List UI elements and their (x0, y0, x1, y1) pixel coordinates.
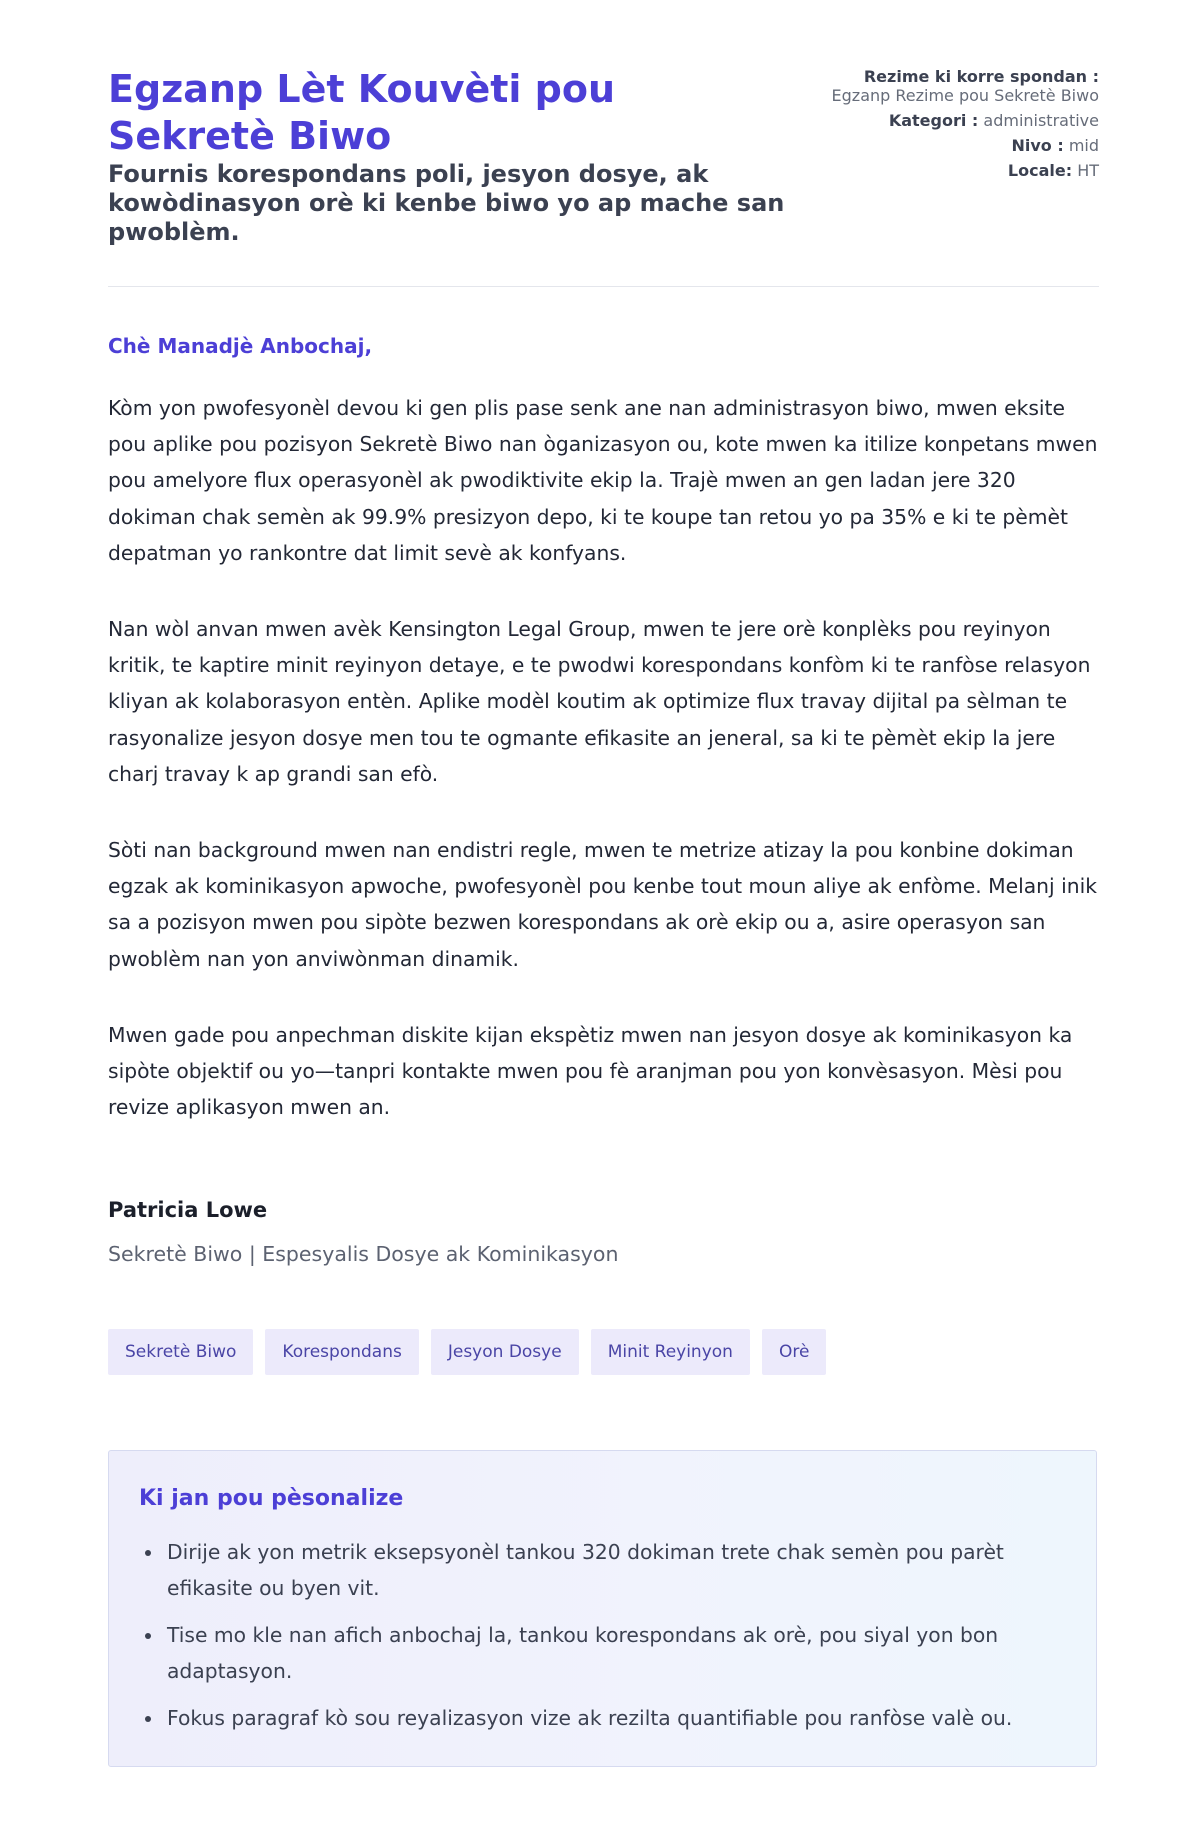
cover-letter-page (108, 0, 1099, 1730)
meta-resume-label: Rezime ki korre spondan : (863, 67, 1099, 86)
letter-paragraph: Sòti nan background mwen nan endistri regle, mwen te metrize atizay la pou konbine dokiman egzak ak kominikasyon apwoche, pwofesyonèl pou kenbe tout moun aliye ak enfòme. Melanj inik sa a pozisyon mwen pou sipòte bezwen korespondans ak orè ekip ou a, asire operasyon san pwoblèm nan yon anviwònman dinamik. (108, 838, 1097, 971)
tag-chip[interactable]: Jesyon Dosye (431, 1329, 579, 1375)
tips-list-item: • Dirije ak yon metrik eksepsyonèl tankou 320 dokiman trete chak semèn pou parèt efikasite ou byen vit. (164, 1535, 1084, 1606)
signature-name: Patricia Lowe (108, 1198, 268, 1222)
tag-list (108, 1329, 826, 1375)
meta-level-label: Nivo : (1011, 136, 1064, 155)
meta-panel (799, 67, 1099, 186)
page-subtitle: Fournis korespondans poli, jesyon dosye, ak kowòdinasyon orè ki kenbe biwo yo ap mache san pwoblèm. (108, 160, 785, 246)
meta-locale-value: HT (1077, 161, 1099, 180)
letter-paragraph: Kòm yon pwofesyonèl devou ki gen plis pase senk ane nan administrasyon biwo, mwen eksite pou aplike pou pozisyon Sekretè Biwo nan òganizasyon ou, kote mwen ka itilize konpetans mwen pou amelyore flux operasyonèl ak pwodiktivite ekip la. Trajè mwen an gen ladan jere 320 dokiman chak semèn ak 99.9% presizyon depo, ki te koupe tan retou yo pa 35% e ki te pèmèt depatman yo rankontre dat limit sevè ak konfyans. (108, 396, 1098, 565)
meta-resume (799, 67, 1099, 105)
page-title: Egzanp Lèt Kouvèti pou Sekretè Biwo (108, 67, 616, 158)
meta-resume-value[interactable]: Egzanp Rezime pou Sekretè Biwo (831, 86, 1099, 105)
letter-paragraph: Nan wòl anvan mwen avèk Kensington Legal Group, mwen te jere orè konplèks pou reyinyon kritik, te kaptire minit reyinyon detaye, e te pwodwi korespondans konfòm ki te ranfòse relasyon kliyan ak kolaborasyon entèn. Aplike modèl koutim ak optimize flux travay dijital pa sèlman te rasyonalize jesyon dosye men tou te ogmante efikasite an jeneral, sa ki te pèmèt ekip la jere charj travay k ap grandi san efò. (108, 617, 1091, 786)
tag-chip[interactable]: Korespondans (265, 1329, 418, 1375)
meta-category-value: administrative (983, 111, 1099, 130)
meta-category-label: Kategori : (888, 111, 979, 130)
tag-chip[interactable]: Sekretè Biwo (108, 1329, 253, 1375)
customization-tips-panel (108, 1450, 1097, 1767)
tips-title: Ki jan pou pèsonalize (139, 1486, 404, 1511)
meta-locale (799, 161, 1099, 180)
page-header (108, 0, 1099, 287)
meta-level-value: mid (1068, 136, 1099, 155)
meta-locale-label: Locale: (1007, 161, 1073, 180)
meta-level (799, 136, 1099, 155)
letter-paragraph: Mwen gade pou anpechman diskite kijan ekspètiz mwen nan jesyon dosye ak kominikasyon ka sipòte objektif ou yo—tanpri kontakte mwen pou fè aranjman pou yon konvèsasyon. Mèsi pou revize aplikasyon mwen an. (108, 1022, 1073, 1120)
tips-list (139, 1535, 1084, 1749)
tips-list-item: • Tise mo kle nan afich anbochaj la, tankou korespondans ak orè, pou siyal yon bon adaptasyon. (164, 1618, 1084, 1689)
letter-salutation: Chè Manadjè Anbochaj, (108, 334, 373, 358)
signature-role: Sekretè Biwo | Espesyalis Dosye ak Kominikasyon (108, 1242, 619, 1266)
tag-chip[interactable]: Minit Reyinyon (591, 1329, 750, 1375)
meta-category (799, 111, 1099, 130)
letter-body (108, 390, 1099, 1165)
tips-list-item: • Fokus paragraf kò sou reyalizasyon vize ak rezilta quantifiable pou ranfòse valè ou. (164, 1701, 1084, 1737)
tag-chip[interactable]: Orè (762, 1329, 826, 1375)
